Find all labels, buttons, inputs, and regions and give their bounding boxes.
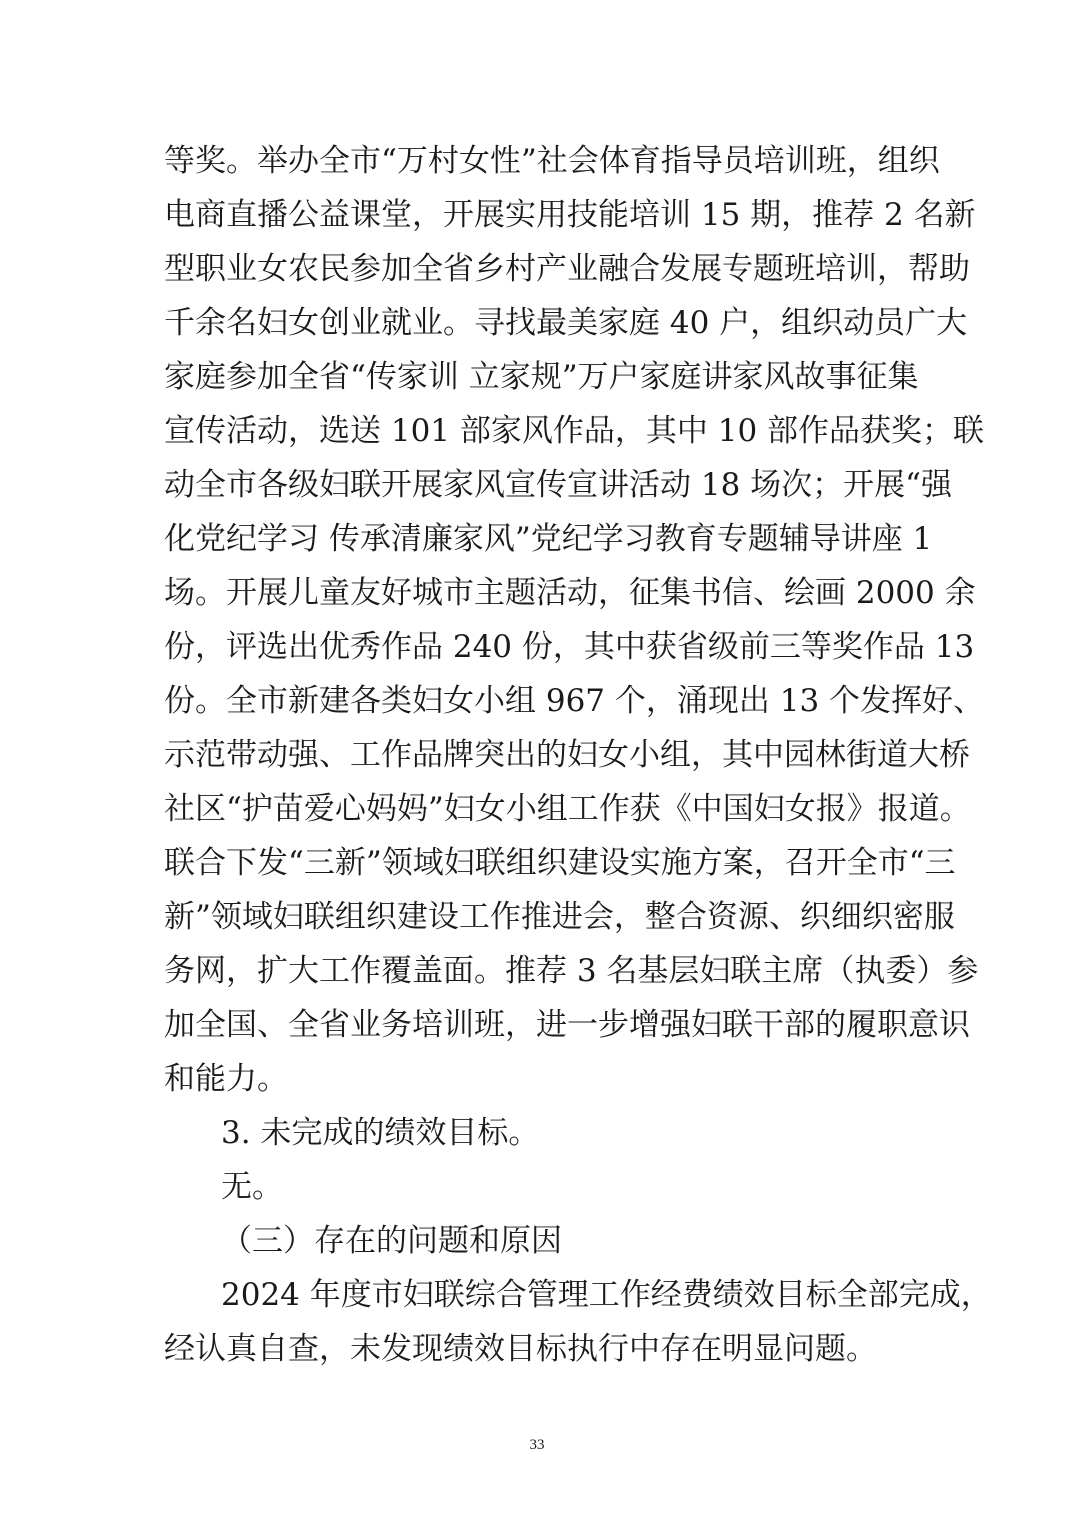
paragraph-line: 联合下发“三新”领域妇联组织建设实施方案，召开全市“三 [164,845,956,881]
page-number: 33 [529,1437,545,1453]
document-body [164,134,992,1376]
paragraph-line: 份，评选出优秀作品 240 份，其中获省级前三等奖作品 13 [164,629,975,665]
paragraph-line: 型职业女农民参加全省乡村产业融合发展专题班培训，帮助 [164,251,970,287]
unfinished-targets-content: 无。 [221,1169,283,1205]
paragraph-line: 等奖。举办全市“万村女性”社会体育指导员培训班，组织 [164,143,940,179]
paragraph-line: 千余名妇女创业就业。寻找最美家庭 40 户，组织动员广大 [164,305,968,341]
paragraph-line: 务网，扩大工作覆盖面。推荐 3 名基层妇联主席（执委）参 [164,953,979,989]
paragraph-line: 份。全市新建各类妇女小组 967 个，涌现出 13 个发挥好、 [164,683,985,719]
paragraph-line: 家庭参加全省“传家训 立家规”万户家庭讲家风故事征集 [164,359,919,395]
paragraph-line: 电商直播公益课堂，开展实用技能培训 15 期，推荐 2 名新 [164,197,976,233]
paragraph-line: 加全国、全省业务培训班，进一步增强妇联干部的履职意识 [164,1007,970,1043]
section-heading-problems: （三）存在的问题和原因 [221,1223,562,1259]
paragraph-line: 和能力。 [164,1061,288,1097]
paragraph-line: 新”领域妇联组织建设工作推进会，整合资源、织细织密服 [164,899,955,935]
paragraph-line: 动全市各级妇联开展家风宣传宣讲活动 18 场次；开展“强 [164,467,952,503]
paragraph-line: 化党纪学习 传承清廉家风”党纪学习教育专题辅导讲座 1 [164,521,933,557]
final-paragraph-line: 经认真自查，未发现绩效目标执行中存在明显问题。 [164,1331,877,1367]
final-paragraph-line: 2024 年度市妇联综合管理工作经费绩效目标全部完成， [221,1277,992,1313]
paragraph-line: 场。开展儿童友好城市主题活动，征集书信、绘画 2000 余 [164,575,976,611]
paragraph-line: 示范带动强、工作品牌突出的妇女小组，其中园林街道大桥 [164,737,970,773]
subheading-unfinished-targets: 3. 未完成的绩效目标。 [221,1115,540,1151]
paragraph-line: 宣传活动，选送 101 部家风作品，其中 10 部作品获奖；联 [164,413,985,449]
paragraph-line: 社区“护苗爱心妈妈”妇女小组工作获《中国妇女报》报道。 [164,791,971,827]
